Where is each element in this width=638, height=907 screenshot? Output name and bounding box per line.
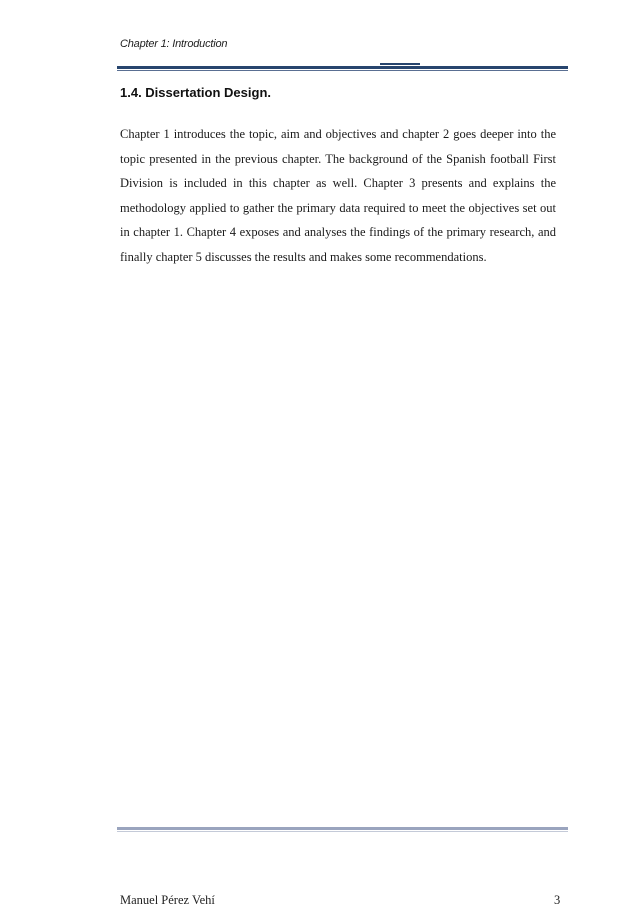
footer-rule-thin xyxy=(117,831,568,832)
header-rule-thin xyxy=(117,70,568,71)
footer-author: Manuel Pérez Vehí xyxy=(120,893,215,907)
section-heading: 1.4. Dissertation Design. xyxy=(120,85,271,100)
page-number: 3 xyxy=(554,893,561,907)
running-header: Chapter 1: Introduction xyxy=(120,38,228,50)
body-paragraph: Chapter 1 introduces the topic, aim and objectives and chapter 2 goes deeper into the topic presented in the previous chapter. The background of the Spanish football First Division is included in this chapter as well. Chapter 3 presents and explains the methodology applied to gather the primary data required to meet the objectives set out in chapter 1. Chapter 4 exposes and analyses the findings of the primary research, and finally chapter 5 discusses the results and makes some recommendations. xyxy=(120,127,556,264)
header-rule xyxy=(117,66,568,69)
header-rule-accent xyxy=(380,63,420,65)
footer-rule xyxy=(117,827,568,830)
